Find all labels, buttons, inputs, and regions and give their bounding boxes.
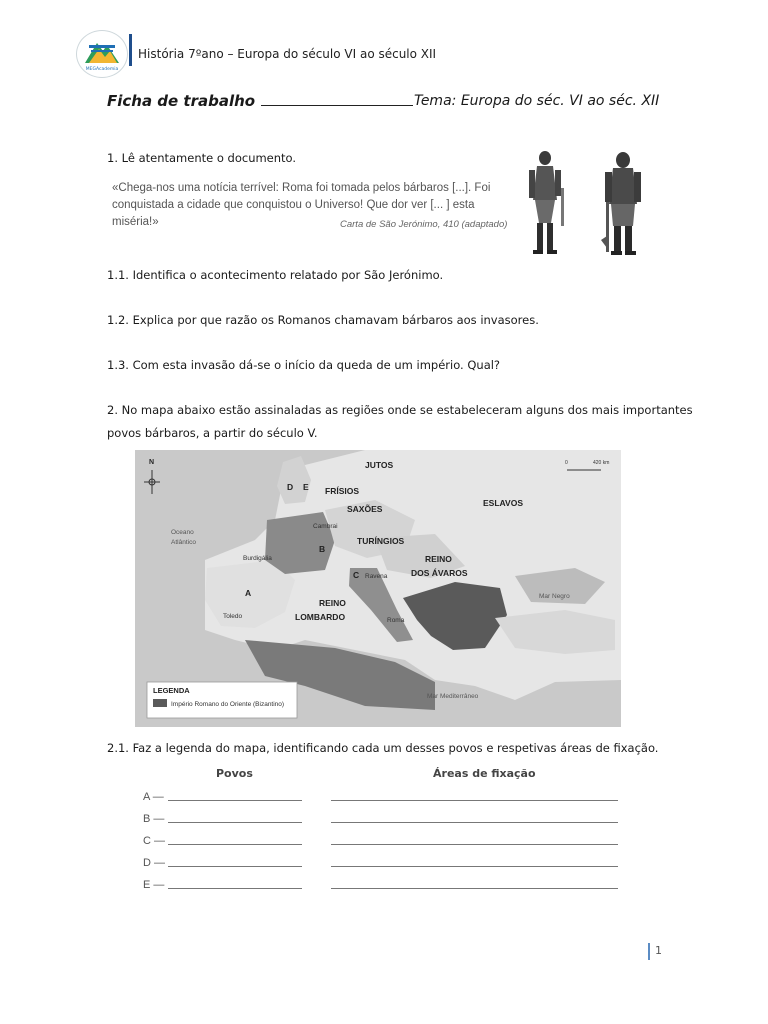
label-letter-c: C (353, 570, 360, 580)
label-reino-avaros-2: DOS ÁVAROS (411, 568, 468, 578)
question-1-3: 1.3. Com esta invasão dá-se o início da queda de um império. Qual? (107, 358, 501, 372)
label-roma: Roma (387, 617, 405, 624)
table-header-povos: Povos (216, 767, 253, 780)
label-burdigalia: Burdigália (243, 555, 272, 562)
svg-text:0: 0 (565, 460, 568, 466)
answer-line-povo-d[interactable] (168, 866, 302, 867)
worksheet-title (107, 92, 413, 110)
megacademia-logo (76, 30, 128, 78)
label-turingios: TURÍNGIOS (357, 536, 405, 546)
label-letter-a: A (245, 588, 252, 598)
table-header-areas: Áreas de fixação (433, 767, 536, 780)
name-blank-line[interactable] (261, 93, 413, 106)
logo-text: MEGAcademia (85, 67, 119, 72)
page-number: 1 (655, 944, 662, 957)
answer-line-area-a[interactable] (331, 800, 618, 801)
label-mar-mediterraneo: Mar Mediterrâneo (427, 693, 479, 700)
answer-line-povo-a[interactable] (168, 800, 302, 801)
label-eslavos: ESLAVOS (483, 498, 523, 508)
label-oceano-2: Atlântico (171, 539, 196, 546)
row-label-b: B — (143, 813, 165, 825)
label-mar-negro: Mar Negro (539, 593, 570, 600)
answer-line-povo-b[interactable] (168, 822, 302, 823)
answer-line-area-e[interactable] (331, 888, 618, 889)
map-barbarian-kingdoms (135, 450, 621, 727)
barbarian-warriors-illustration (515, 148, 655, 260)
label-jutos: JUTOS (365, 460, 394, 470)
map-legend-item: Império Romano do Oriente (Bizantino) (171, 701, 285, 708)
answer-line-povo-e[interactable] (168, 888, 302, 889)
question-2-1: 2.1. Faz a legenda do mapa, identificando cada um desses povos e respetivas áreas de fixação. (107, 741, 659, 755)
question-2-line-2: povos bárbaros, a partir do século V. (107, 426, 318, 440)
label-frisios: FRÍSIOS (325, 486, 360, 496)
row-label-d: D — (143, 857, 165, 869)
question-1-2: 1.2. Explica por que razão os Romanos chamavam bárbaros aos invasores. (107, 313, 539, 327)
row-label-a: A — (143, 791, 164, 803)
label-letter-b: B (319, 544, 326, 554)
row-label-c: C — (143, 835, 165, 847)
label-oceano-1: Oceano (171, 529, 194, 536)
label-letter-d: D (287, 482, 294, 492)
answer-line-area-d[interactable] (331, 866, 618, 867)
row-label-e: E — (143, 879, 165, 891)
answer-line-area-b[interactable] (331, 822, 618, 823)
question-1-1: 1.1. Identifica o acontecimento relatado por São Jerónimo. (107, 268, 444, 282)
label-reino-lombardo-1: REINO (319, 598, 346, 608)
worksheet-theme: Tema: Europa do séc. VI ao séc. XII (414, 93, 660, 109)
label-reino-lombardo-2: LOMBARDO (295, 612, 346, 622)
page-number-divider (648, 943, 650, 960)
answer-line-area-c[interactable] (331, 844, 618, 845)
question-2-line-1: 2. No mapa abaixo estão assinaladas as regiões onde se estabeleceram alguns dos mais importantes (107, 403, 693, 417)
map-scale: 420 km (593, 460, 610, 466)
answer-line-povo-c[interactable] (168, 844, 302, 845)
question-1: 1. Lê atentamente o documento. (107, 151, 297, 165)
label-toledo: Toledo (223, 613, 243, 620)
worksheet-title-text: Ficha de trabalho (107, 92, 256, 110)
compass-north: N (149, 459, 155, 466)
label-letter-e: E (303, 482, 309, 492)
quote-source: Carta de São Jerónimo, 410 (adaptado) (340, 219, 508, 230)
map-legend-title: LEGENDA (153, 686, 190, 695)
header-title: História 7ºano – Europa do século VI ao século XII (138, 47, 437, 61)
label-saxoes: SAXÕES (347, 504, 383, 514)
label-cambrai: Cambrai (313, 523, 338, 530)
label-reino-avaros-1: REINO (425, 554, 452, 564)
header-divider (129, 34, 132, 66)
document-quote: «Chega-nos uma notícia terrível: Roma foi tomada pelos bárbaros [...]. Foi conquistada a cidade que conquistou o Universo! Que dor ver [... ] esta miséria!» (112, 182, 491, 228)
label-ravena: Ravena (365, 573, 388, 580)
